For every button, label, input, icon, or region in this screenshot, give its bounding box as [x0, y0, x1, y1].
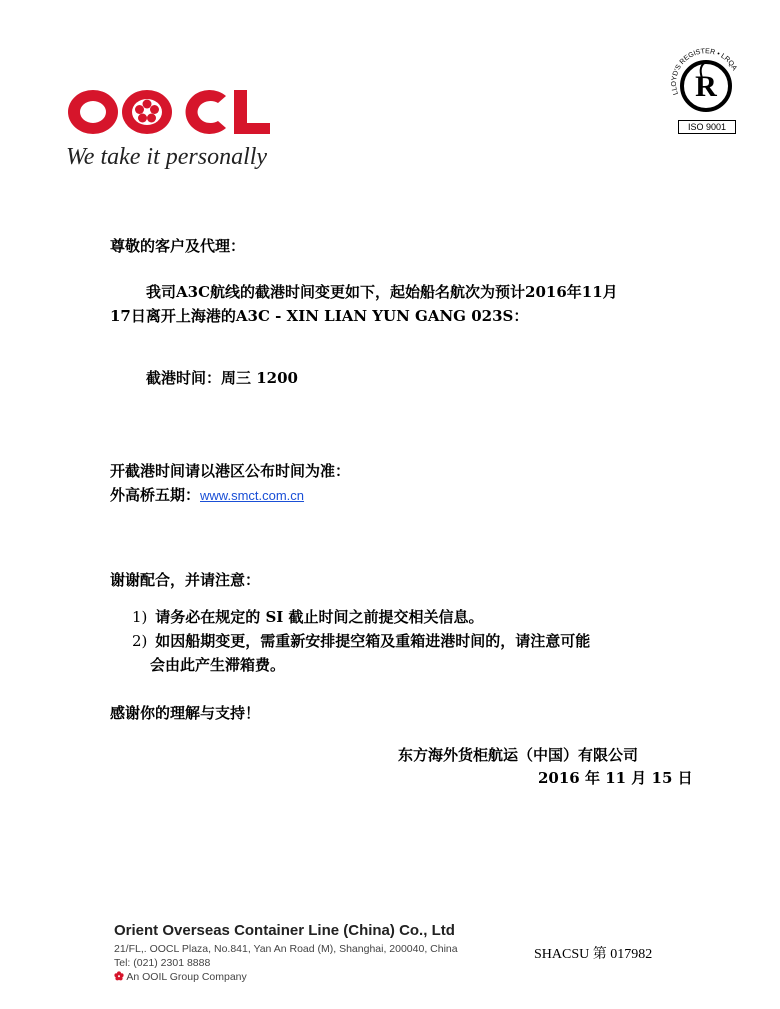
signature-date: 2016 年 11 月 15 日	[538, 769, 693, 787]
cutoff-time: 截港时间：周三 1200	[146, 369, 298, 387]
footer-tel: Tel: (021) 2301 8888	[114, 957, 211, 969]
document-number: SHACSU 第 017982	[534, 947, 653, 962]
footer-group-text: An OOIL Group Company	[126, 971, 247, 983]
oocl-logo	[66, 84, 306, 184]
flower-icon	[114, 971, 124, 981]
svg-text:LLOYD'S REGISTER • LRQA: LLOYD'S REGISTER • LRQA	[670, 48, 738, 96]
list-text: 如因船期变更，需重新安排提空箱及重箱进港时间的，请注意可能	[155, 632, 591, 650]
oocl-logo-mark	[66, 84, 276, 142]
terminal-link[interactable]: www.smct.com.cn	[200, 488, 305, 503]
paragraph-1-line-1: 我司A3C航线的截港时间变更如下，起始船名航次为预计2016年11月	[146, 283, 618, 301]
footer-address: 21/FL,. OOCL Plaza, No.841, Yan An Road (M), Shanghai, 200040, China	[114, 943, 458, 955]
terminal-line	[110, 484, 304, 507]
paragraph-1-line-2: 17日离开上海港的A3C - XIN LIAN YUN GANG 023S：	[110, 307, 529, 325]
list-number: 2)	[132, 632, 148, 650]
svg-text:R: R	[695, 70, 717, 103]
salutation: 尊敬的客户及代理：	[110, 237, 246, 255]
list-item-2	[132, 630, 590, 652]
terminal-label: 外高桥五期：	[110, 486, 201, 504]
list-item-1	[132, 606, 484, 628]
iso-certification-mark	[656, 36, 756, 136]
list-item-2-continuation: 会由此产生滞箱费。	[150, 656, 286, 674]
lrqa-seal-icon	[656, 36, 756, 122]
thanks-notice: 谢谢配合，并请注意：	[110, 571, 261, 589]
footer-group	[114, 971, 247, 983]
open-cutoff-note: 开截港时间请以港区公布时间为准：	[110, 462, 351, 480]
list-number: 1)	[132, 608, 148, 626]
footer-company: Orient Overseas Container Line (China) Co., Ltd	[114, 922, 455, 939]
tagline: We take it personally	[66, 144, 268, 170]
closing: 感谢你的理解与支持！	[110, 704, 261, 722]
signature-company: 东方海外货柜航运（中国）有限公司	[398, 746, 639, 764]
iso-label: ISO 9001	[678, 120, 736, 134]
list-text: 请务必在规定的 SI 截止时间之前提交相关信息。	[155, 608, 484, 626]
